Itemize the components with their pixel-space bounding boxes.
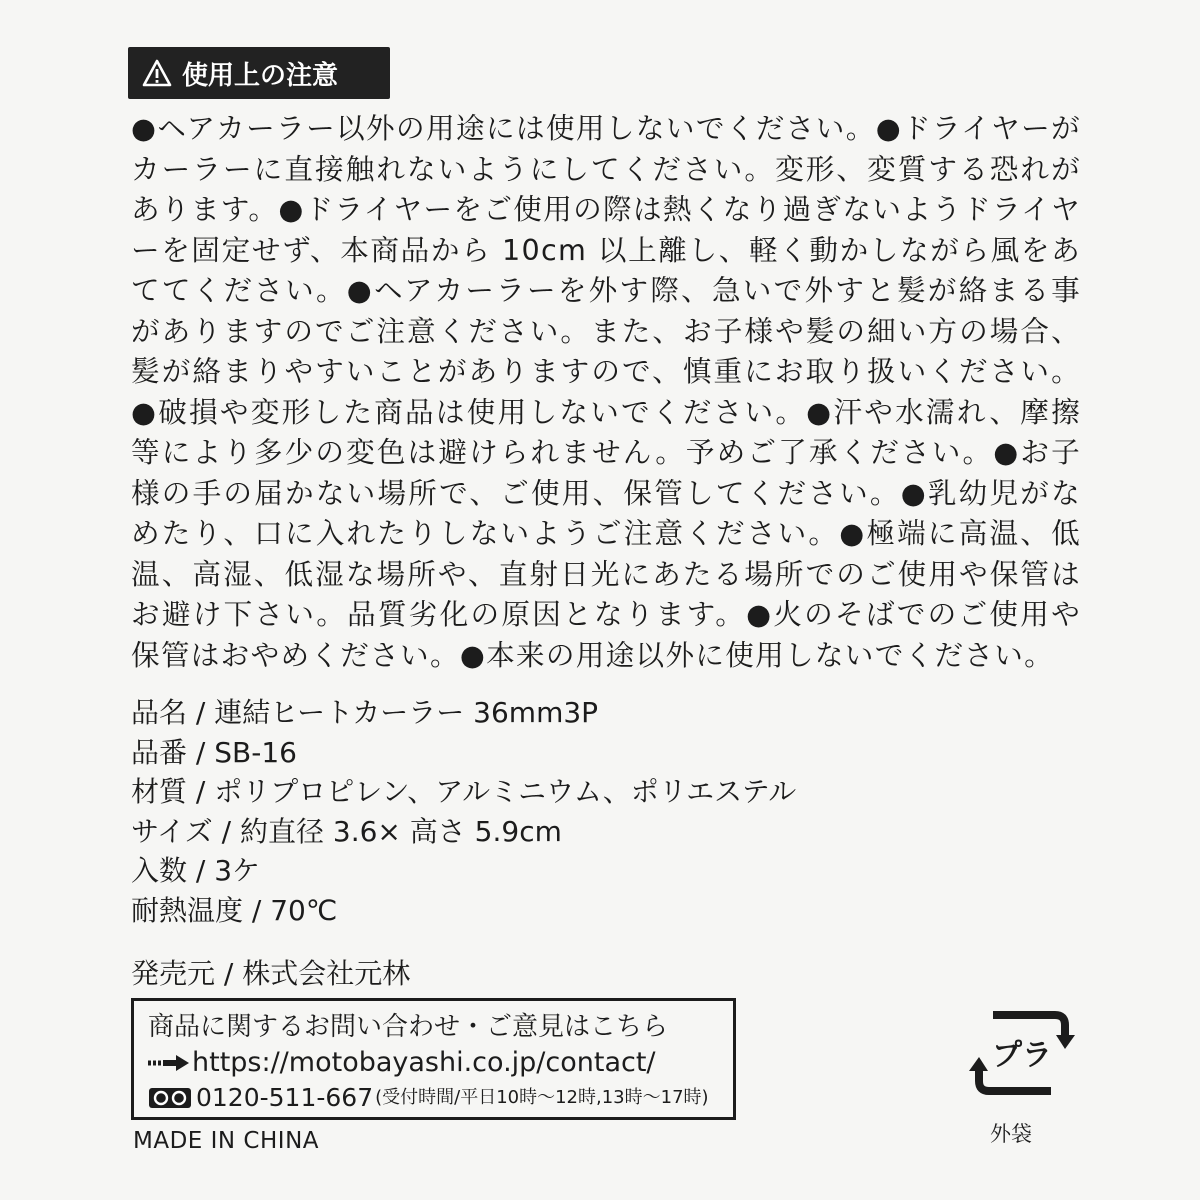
warning-triangle-icon xyxy=(142,59,172,87)
caution-text: ●ヘアカーラー以外の用途には使用しないでください。●ドライヤーがカーラーに直接触れないようにしてください。変形、変質する恐れがあります。●ドライヤーをご使用の際は熱くなり過ぎないようドライヤーを固定せず、本商品から 10cm 以上離し、軽く動かしながら風をあててください。●ヘアカーラーを外す際、急いで外すと髪が絡まる事がありますのでご注意ください。また、お子様や髪の細い方の場合、髪が絡まりやすいことがありますので、慎重にお取り扱いください。●破損や変形した商品は使用しないでください。●汗や水濡れ、摩擦等により多少の変色は避けられません。予めご了承ください。●お子様の手の届かない場所で、ご使用、保管してください。●乳幼児がなめたり、口に入れたりしないようご注意ください。●極端に高温、低温、高湿、低湿な場所や、直射日光にあたる場所でのご使用や保管はお避け下さい。品質劣化の原因となります。●火のそばでのご使用や保管はおやめください。●本来の用途以外に使用しないでください。 xyxy=(131,111,1081,672)
recycle-pla-icon xyxy=(963,1003,1081,1103)
contact-box xyxy=(131,998,736,1120)
contact-url-row xyxy=(148,1045,733,1081)
free-dial-icon xyxy=(148,1087,192,1109)
caution-header xyxy=(128,47,390,99)
spec-size: サイズ / 約直径 3.6× 高さ 5.9cm xyxy=(131,814,562,848)
spec-heat-resistance: 耐熱温度 / 70℃ xyxy=(131,893,338,927)
spec-quantity: 入数 / 3ケ xyxy=(131,854,261,887)
caution-title: 使用上の注意 xyxy=(182,60,339,91)
contact-hours: (受付時間/平日10時～12時,13時～17時) xyxy=(375,1087,709,1108)
country-of-origin: MADE IN CHINA xyxy=(133,1128,320,1154)
vendor: 発売元 / 株式会社元林 xyxy=(131,957,411,990)
spec-material: 材質 / ポリプロピレン、アルミニウム、ポリエステル xyxy=(131,775,797,808)
contact-heading: 商品に関するお問い合わせ・ご意見はこちら xyxy=(148,1012,669,1042)
recycle-mark-text: プラ xyxy=(992,1038,1052,1073)
spec-number: 品番 / SB-16 xyxy=(131,735,297,769)
recycle-caption: 外袋 xyxy=(990,1122,1032,1146)
product-specs xyxy=(131,693,951,930)
contact-tel-row xyxy=(148,1081,733,1115)
contact-url[interactable]: https://motobayashi.co.jp/contact/ xyxy=(192,1047,656,1078)
spec-name: 品名 / 連結ヒートカーラー 36mm3P xyxy=(131,696,599,729)
arrow-right-icon xyxy=(148,1054,190,1072)
contact-tel[interactable]: 0120-511-667 xyxy=(196,1083,374,1112)
